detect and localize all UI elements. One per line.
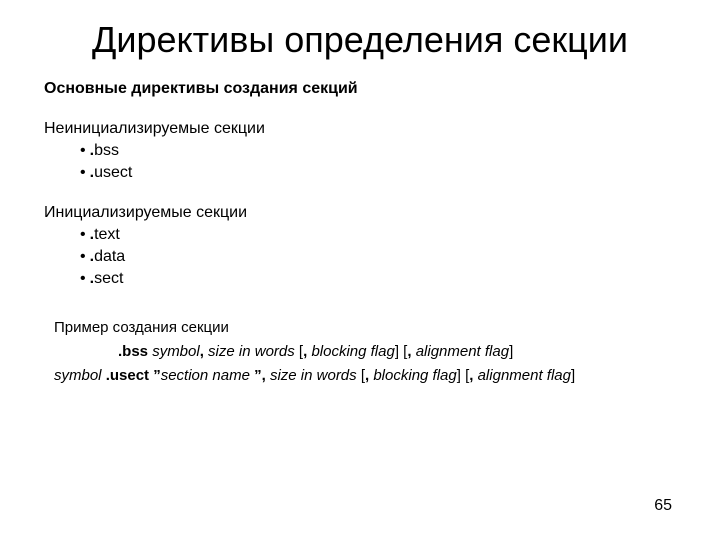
- list-item: • .bss: [80, 142, 119, 159]
- bullet-icon: •: [80, 270, 86, 287]
- list-item: • .data: [80, 248, 126, 265]
- list-item: • .text: [80, 226, 120, 243]
- content-body: [44, 78, 684, 290]
- bullet-icon: •: [80, 142, 86, 159]
- uninit-label: Неинициализируемые секции: [44, 120, 265, 137]
- init-label: Инициализируемые секции: [44, 204, 248, 221]
- example-label: Пример создания секции: [54, 319, 229, 336]
- slide-title: Директивы определения секции: [91, 19, 628, 60]
- subtitle: Основные директивы создания секций: [44, 80, 358, 97]
- bullet-icon: •: [80, 248, 86, 265]
- example-block: [54, 316, 694, 388]
- example-line-bss: .bss symbol, size in words [, blocking flag] [, alignment flag]: [118, 343, 514, 360]
- list-item: • .usect: [80, 164, 133, 181]
- example-line-usect: symbol .usect ”section name ”, size in words [, blocking flag] [, alignment flag]: [54, 367, 576, 384]
- list-item: • .sect: [80, 270, 124, 287]
- bullet-icon: •: [80, 226, 86, 243]
- page-number: 65: [654, 497, 672, 514]
- bullet-icon: •: [80, 164, 86, 181]
